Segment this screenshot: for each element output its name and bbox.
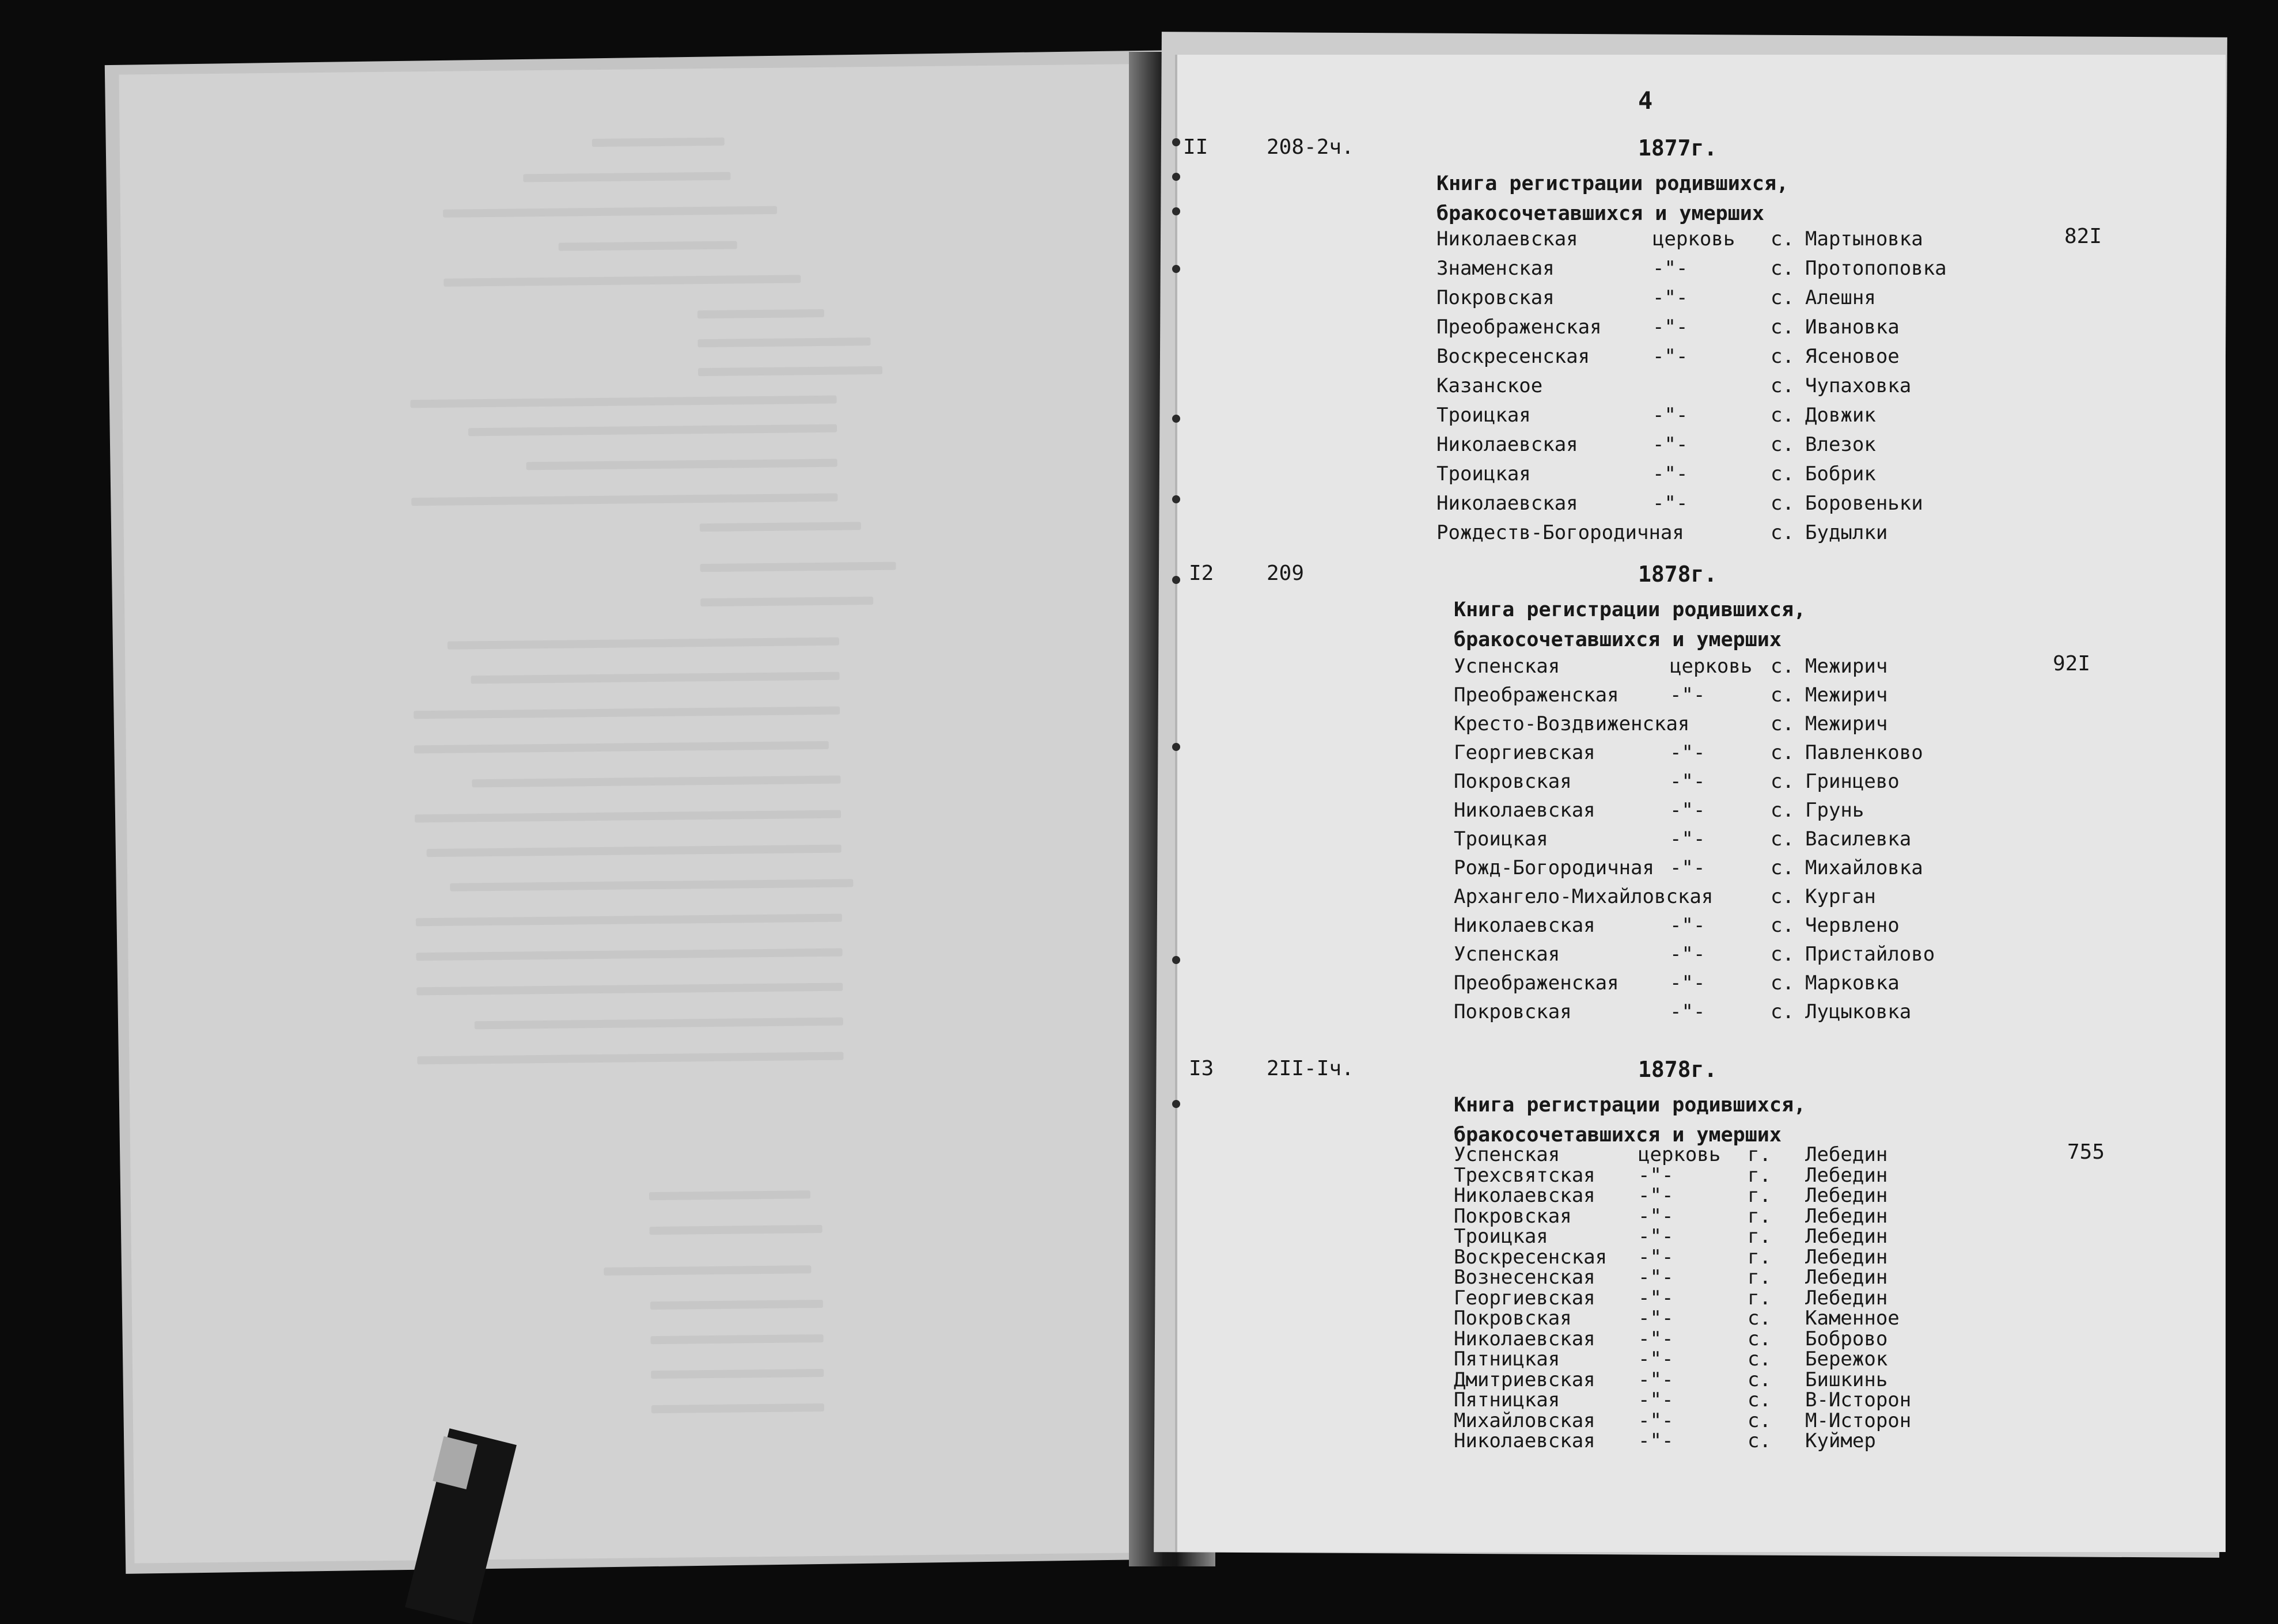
- register-entry: [1177, 1000, 2156, 1023]
- entry-settlement-type: с.: [1771, 684, 1794, 707]
- bleed-through-line: [651, 1369, 824, 1379]
- entry-place: Бобрик: [1805, 462, 1876, 485]
- entry-ditto: -"-: [1670, 770, 1705, 793]
- register-entry: [1177, 914, 2156, 937]
- register-entry: [1177, 1388, 2156, 1411]
- register-entry: [1177, 1287, 2156, 1310]
- entry-settlement-type: с.: [1771, 286, 1794, 309]
- section-number: II: [1183, 135, 1208, 159]
- section-title-line: бракосочетавшихся и умерших: [1454, 1124, 1782, 1147]
- entry-settlement-type: с.: [1771, 914, 1794, 937]
- entry-settlement-type: с.: [1771, 316, 1794, 339]
- section-title-line: Книга регистрации родившихся,: [1454, 1094, 1806, 1117]
- entry-ditto: -"-: [1670, 914, 1705, 937]
- entry-place: Ивановка: [1805, 316, 1900, 339]
- entry-place: Мартыновка: [1805, 227, 1923, 251]
- entry-settlement-type: с.: [1748, 1348, 1771, 1371]
- register-entry: [1177, 828, 2156, 851]
- entry-settlement-type: с.: [1771, 655, 1794, 678]
- bleed-through-line: [523, 172, 730, 183]
- entry-settlement-type: г.: [1748, 1286, 1771, 1310]
- bleed-through-line: [649, 1190, 810, 1200]
- bleed-through-line: [698, 337, 870, 347]
- entry-place: Пристайлово: [1805, 943, 1935, 966]
- entry-settlement-type: с.: [1771, 885, 1794, 908]
- bleed-through-line: [427, 845, 842, 857]
- entry-place: Чупаховка: [1805, 374, 1912, 397]
- entry-place: Луцыковка: [1805, 1000, 1912, 1023]
- entry-place: Гринцево: [1805, 770, 1900, 793]
- entry-church: Николаевская: [1454, 799, 1595, 822]
- entry-settlement-type: с.: [1771, 972, 1794, 995]
- binding-hole: [1172, 173, 1180, 181]
- register-entry: [1177, 1205, 2156, 1228]
- register-entry: [1177, 741, 2156, 764]
- entry-settlement-type: с.: [1748, 1368, 1771, 1391]
- entry-ditto: -"-: [1638, 1286, 1674, 1310]
- entry-settlement-type: с.: [1771, 741, 1794, 764]
- entry-settlement-type: с.: [1748, 1429, 1771, 1452]
- register-entry: [1177, 684, 2156, 707]
- entry-place: Боровеньки: [1805, 492, 1923, 515]
- entry-church: Троицкая: [1436, 462, 1531, 485]
- entry-church: Знаменская: [1436, 257, 1555, 280]
- entry-place: Протопоповка: [1805, 257, 1947, 280]
- register-entry: [1177, 1266, 2156, 1289]
- binding-hole: [1172, 1100, 1180, 1108]
- register-entry: [1177, 1368, 2156, 1391]
- bleed-through-line: [416, 983, 843, 996]
- bleed-through-line: [471, 672, 839, 684]
- entry-church: Успенская: [1454, 1143, 1560, 1166]
- entry-ditto: -"-: [1670, 943, 1705, 966]
- register-entry: [1177, 655, 2156, 678]
- register-entry: [1177, 1225, 2156, 1248]
- section-record-count: 755: [2067, 1140, 2105, 1164]
- entry-ditto: -"-: [1652, 404, 1688, 427]
- entry-ditto: -"-: [1670, 856, 1705, 879]
- register-entry: [1177, 1143, 2156, 1166]
- page-number: 4: [1638, 86, 1653, 115]
- register-entry: [1177, 712, 2156, 735]
- entry-settlement-type: с.: [1771, 492, 1794, 515]
- entry-church: Рожд-Богородичная: [1454, 856, 1654, 879]
- section-shelf-mark: 209: [1267, 561, 1305, 585]
- section-title-line: бракосочетавшихся и умерших: [1454, 628, 1782, 651]
- register-entry: [1177, 1409, 2156, 1432]
- register-entry: [1177, 492, 2156, 515]
- entry-church: Покровская: [1454, 1000, 1572, 1023]
- entry-ditto: -"-: [1638, 1307, 1674, 1330]
- entry-settlement-type: с.: [1771, 712, 1794, 735]
- entry-place: Грунь: [1805, 799, 1864, 822]
- entry-ditto: -"-: [1638, 1225, 1674, 1248]
- entry-church: Троицкая: [1454, 1225, 1548, 1248]
- entry-ditto: -"-: [1638, 1184, 1674, 1207]
- entry-ditto: -"-: [1652, 492, 1688, 515]
- section-shelf-mark: 2II-Iч.: [1267, 1057, 1354, 1080]
- entry-settlement-type: с.: [1771, 799, 1794, 822]
- entry-church: Покровская: [1454, 1204, 1572, 1228]
- entry-place: Курган: [1805, 885, 1876, 908]
- entry-settlement-type: г.: [1748, 1143, 1771, 1166]
- entry-settlement-type: с.: [1748, 1388, 1771, 1411]
- bleed-through-line: [410, 396, 836, 408]
- entry-church: Николаевская: [1454, 1184, 1595, 1207]
- section-shelf-mark: 208-2ч.: [1267, 135, 1354, 159]
- entry-place: Михайловка: [1805, 856, 1923, 879]
- entry-ditto: -"-: [1652, 462, 1688, 485]
- register-entry: [1177, 257, 2156, 280]
- entry-church: Рождеств-Богородичная: [1436, 521, 1684, 544]
- entry-settlement-type: с.: [1771, 404, 1794, 427]
- entry-settlement-type: с.: [1748, 1307, 1771, 1330]
- entry-place: Боброво: [1805, 1327, 1888, 1350]
- entry-ditto: церковь: [1652, 227, 1735, 251]
- entry-place: Лебедин: [1805, 1245, 1888, 1269]
- register-entry: [1177, 972, 2156, 995]
- bleed-through-line: [415, 810, 841, 823]
- entry-ditto: -"-: [1638, 1429, 1674, 1452]
- section-year: 1878г.: [1638, 1057, 1718, 1082]
- entry-place: Павленково: [1805, 741, 1923, 764]
- entry-settlement-type: г.: [1748, 1266, 1771, 1289]
- entry-church: Преображенская: [1454, 972, 1619, 995]
- entry-church: Троицкая: [1436, 404, 1531, 427]
- entry-place: Лебедин: [1805, 1266, 1888, 1289]
- section-year: 1878г.: [1638, 561, 1718, 587]
- bleed-through-line: [448, 638, 839, 650]
- entry-place: Василевка: [1805, 828, 1912, 851]
- bleed-through-line: [526, 459, 837, 470]
- entry-church: Георгиевская: [1454, 741, 1595, 764]
- bleed-through-line: [444, 275, 801, 286]
- entry-ditto: -"-: [1670, 828, 1705, 851]
- bleed-through-line: [417, 1052, 843, 1065]
- register-document: [1177, 55, 2226, 1552]
- entry-church: Казанское: [1436, 374, 1543, 397]
- entry-place: Куймер: [1805, 1429, 1876, 1452]
- bleed-through-line: [651, 1334, 824, 1344]
- entry-church: Воскресенская: [1454, 1245, 1608, 1269]
- entry-place: Марковка: [1805, 972, 1900, 995]
- entry-settlement-type: с.: [1771, 943, 1794, 966]
- section-title-line: бракосочетавшихся и умерших: [1436, 202, 1764, 225]
- register-entry: [1177, 1348, 2156, 1371]
- section-record-count: 82I: [2064, 225, 2102, 248]
- entry-settlement-type: г.: [1748, 1184, 1771, 1207]
- entry-church: Георгиевская: [1454, 1286, 1595, 1310]
- entry-settlement-type: с.: [1771, 374, 1794, 397]
- entry-church: Покровская: [1436, 286, 1555, 309]
- section-number: I3: [1189, 1057, 1214, 1080]
- entry-church: Николаевская: [1436, 492, 1578, 515]
- entry-place: Межирич: [1805, 655, 1888, 678]
- entry-ditto: -"-: [1652, 286, 1688, 309]
- entry-church: Преображенская: [1454, 684, 1619, 707]
- entry-ditto: -"-: [1652, 257, 1688, 280]
- binding-hole: [1172, 576, 1180, 584]
- entry-settlement-type: г.: [1748, 1245, 1771, 1269]
- entry-settlement-type: с.: [1748, 1409, 1771, 1432]
- entry-place: Влезок: [1805, 433, 1876, 456]
- entry-settlement-type: с.: [1771, 433, 1794, 456]
- bleed-through-line: [472, 776, 840, 788]
- entry-church: Преображенская: [1436, 316, 1602, 339]
- register-entry: [1177, 433, 2156, 456]
- register-entry: [1177, 374, 2156, 397]
- binding-hole: [1172, 138, 1180, 146]
- section-title-line: Книга регистрации родившихся,: [1454, 598, 1806, 621]
- entry-ditto: -"-: [1670, 1000, 1705, 1023]
- binding-hole: [1172, 495, 1180, 503]
- bleed-through-line: [700, 562, 896, 572]
- entry-place: Алешня: [1805, 286, 1876, 309]
- entry-settlement-type: г.: [1748, 1204, 1771, 1228]
- entry-place: Бережок: [1805, 1348, 1888, 1371]
- entry-place: Бишкинь: [1805, 1368, 1888, 1391]
- entry-settlement-type: с.: [1748, 1327, 1771, 1350]
- entry-ditto: -"-: [1638, 1388, 1674, 1411]
- bleed-through-line: [411, 494, 837, 506]
- section-title-line: Книга регистрации родившихся,: [1436, 172, 1789, 195]
- register-entry: [1177, 856, 2156, 879]
- entry-place: Лебедин: [1805, 1163, 1888, 1187]
- entry-church: Воскресенская: [1436, 345, 1590, 368]
- entry-settlement-type: с.: [1771, 856, 1794, 879]
- bleed-through-line: [698, 309, 824, 318]
- entry-church: Пятницкая: [1454, 1388, 1560, 1411]
- entry-settlement-type: г.: [1748, 1225, 1771, 1248]
- entry-ditto: -"-: [1638, 1348, 1674, 1371]
- entry-settlement-type: с.: [1771, 770, 1794, 793]
- entry-place: Лебедин: [1805, 1286, 1888, 1310]
- entry-church: Архангело-Михайловская: [1454, 885, 1714, 908]
- binding-hole: [1172, 956, 1180, 964]
- left-page-blank: [119, 63, 1191, 1563]
- bleed-through-line: [698, 366, 882, 376]
- bleed-through-line: [700, 597, 873, 606]
- entry-church: Покровская: [1454, 770, 1572, 793]
- entry-church: Кресто-Воздвиженская: [1454, 712, 1690, 735]
- bleed-through-line: [700, 522, 861, 532]
- entry-settlement-type: с.: [1771, 257, 1794, 280]
- entry-church: Николаевская: [1454, 914, 1595, 937]
- entry-settlement-type: г.: [1748, 1163, 1771, 1187]
- section-year: 1877г.: [1638, 135, 1718, 161]
- entry-settlement-type: с.: [1771, 828, 1794, 851]
- register-entry: [1177, 1429, 2156, 1452]
- entry-place: Каменное: [1805, 1307, 1900, 1330]
- entry-church: Дмитриевская: [1454, 1368, 1595, 1391]
- entry-place: Ясеновое: [1805, 345, 1900, 368]
- entry-place: Лебедин: [1805, 1184, 1888, 1207]
- binding-hole: [1172, 415, 1180, 423]
- bleed-through-line: [414, 741, 829, 754]
- bleed-through-line: [416, 914, 842, 927]
- register-entry: [1177, 1184, 2156, 1207]
- register-entry: [1177, 1327, 2156, 1350]
- bleed-through-line: [416, 948, 843, 961]
- entry-place: Довжик: [1805, 404, 1876, 427]
- binding-hole: [1172, 743, 1180, 751]
- bleed-through-line: [650, 1225, 822, 1235]
- entry-church: Николаевская: [1454, 1327, 1595, 1350]
- bleed-through-line: [651, 1403, 824, 1413]
- register-entry: [1177, 316, 2156, 339]
- register-entry: [1177, 943, 2156, 966]
- entry-place: Межирич: [1805, 712, 1888, 735]
- entry-ditto: -"-: [1638, 1245, 1674, 1269]
- register-entry: [1177, 227, 2156, 251]
- entry-settlement-type: с.: [1771, 227, 1794, 251]
- register-entry: [1177, 1246, 2156, 1269]
- bleed-through-line: [650, 1300, 823, 1310]
- section-record-count: 92I: [2053, 652, 2091, 676]
- register-entry: [1177, 799, 2156, 822]
- entry-church: Трехсвятская: [1454, 1163, 1595, 1187]
- register-entry: [1177, 404, 2156, 427]
- entry-place: М-Исторон: [1805, 1409, 1912, 1432]
- entry-settlement-type: с.: [1771, 521, 1794, 544]
- entry-ditto: -"-: [1670, 799, 1705, 822]
- entry-place: Межирич: [1805, 684, 1888, 707]
- entry-ditto: -"-: [1670, 741, 1705, 764]
- entry-settlement-type: с.: [1771, 1000, 1794, 1023]
- entry-church: Пятницкая: [1454, 1348, 1560, 1371]
- bleed-through-line: [468, 424, 837, 437]
- entry-church: Николаевская: [1436, 227, 1578, 251]
- entry-ditto: -"-: [1652, 433, 1688, 456]
- bleed-through-line: [604, 1265, 811, 1276]
- register-entry: [1177, 286, 2156, 309]
- entry-ditto: -"-: [1638, 1266, 1674, 1289]
- entry-ditto: -"-: [1638, 1204, 1674, 1228]
- register-entry: [1177, 462, 2156, 485]
- entry-ditto: -"-: [1638, 1368, 1674, 1391]
- entry-ditto: -"-: [1638, 1327, 1674, 1350]
- binding-hole: [1172, 207, 1180, 215]
- entry-settlement-type: с.: [1771, 462, 1794, 485]
- register-entry: [1177, 345, 2156, 368]
- entry-place: Лебедин: [1805, 1225, 1888, 1248]
- entry-ditto: -"-: [1652, 316, 1688, 339]
- register-entry: [1177, 521, 2156, 544]
- entry-ditto: -"-: [1670, 684, 1705, 707]
- entry-church: Покровская: [1454, 1307, 1572, 1330]
- entry-place: Лебедин: [1805, 1204, 1888, 1228]
- register-entry: [1177, 885, 2156, 908]
- entry-ditto: церковь: [1638, 1143, 1721, 1166]
- entry-ditto: -"-: [1670, 972, 1705, 995]
- section-number: I2: [1189, 561, 1214, 585]
- bleed-through-line: [559, 241, 737, 251]
- entry-church: Николаевская: [1454, 1429, 1595, 1452]
- binding-hole: [1172, 265, 1180, 273]
- bleed-through-line: [414, 707, 840, 719]
- register-entry: [1177, 1307, 2156, 1330]
- entry-church: Троицкая: [1454, 828, 1548, 851]
- entry-place: Червлено: [1805, 914, 1900, 937]
- entry-ditto: -"-: [1652, 345, 1688, 368]
- right-page: [1175, 55, 2226, 1552]
- entry-church: Николаевская: [1436, 433, 1578, 456]
- entry-place: В-Исторон: [1805, 1388, 1912, 1411]
- bleed-through-line: [443, 206, 777, 218]
- bleed-through-line: [450, 879, 853, 891]
- entry-place: Лебедин: [1805, 1143, 1888, 1166]
- register-entry: [1177, 1164, 2156, 1187]
- bleed-through-line: [475, 1018, 843, 1030]
- entry-ditto: -"-: [1638, 1163, 1674, 1187]
- entry-church: Успенская: [1454, 655, 1560, 678]
- register-entry: [1177, 770, 2156, 793]
- bleed-through-line: [592, 138, 725, 147]
- entry-church: Успенская: [1454, 943, 1560, 966]
- entry-church: Вознесенская: [1454, 1266, 1595, 1289]
- entry-church: Михайловская: [1454, 1409, 1595, 1432]
- entry-ditto: -"-: [1638, 1409, 1674, 1432]
- entry-ditto: церковь: [1670, 655, 1753, 678]
- entry-settlement-type: с.: [1771, 345, 1794, 368]
- entry-place: Будылки: [1805, 521, 1888, 544]
